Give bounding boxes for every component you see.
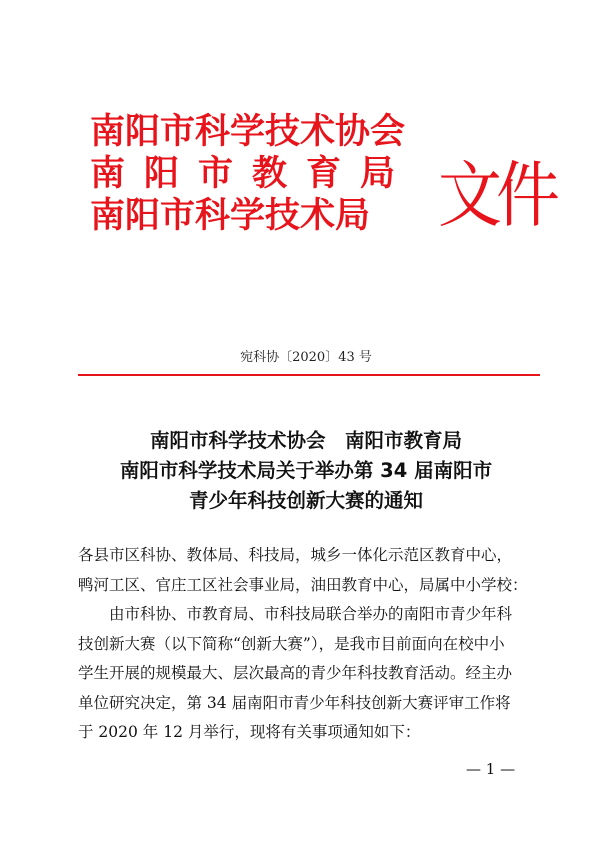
body-line: 于 2020 年 12 月举行，现将有关事项通知如下： (78, 723, 421, 741)
document-number: 宛科协〔2020〕43 号 (240, 350, 372, 365)
issuing-agencies (90, 112, 414, 238)
issuer-science-association: 南阳市科学技术协会 (90, 112, 406, 152)
issuer-science-technology-bureau: 南阳市科学技术局 (90, 196, 371, 236)
page-number: — 1 — (466, 760, 516, 778)
addressee-line: 鸭河工区、官庄工区社会事业局，油田教育中心，局属中小学校： (78, 575, 528, 594)
red-divider (78, 374, 540, 376)
notice-title (0, 426, 612, 516)
document-label: 文件 (438, 154, 554, 238)
notice-body (78, 541, 548, 748)
title-line: 南阳市科学技术协会 南阳市教育局 (149, 429, 462, 452)
body-line: 由市科协、市教育局、市科技局联合举办的南阳市青少年科 (109, 605, 513, 623)
title-line: 南阳市科学技术局关于举办第 34 届南阳市 (119, 459, 493, 482)
body-line: 学生开展的规模最大、层次最高的青少年科技教育活动。经主办 (78, 664, 513, 682)
addressee-line: 各县市区科协、教体局、科技局，城乡一体化示范区教育中心， (78, 546, 513, 564)
body-line: 技创新大赛（以下简称“创新大赛”），是我市目前面向在校中小 (78, 634, 505, 653)
body-line: 单位研究决定，第 34 届南阳市青少年科技创新大赛评审工作将 (78, 693, 511, 712)
issuer-education-bureau: 南阳市教育局 (90, 154, 415, 194)
title-line: 青少年科技创新大赛的通知 (188, 489, 423, 512)
